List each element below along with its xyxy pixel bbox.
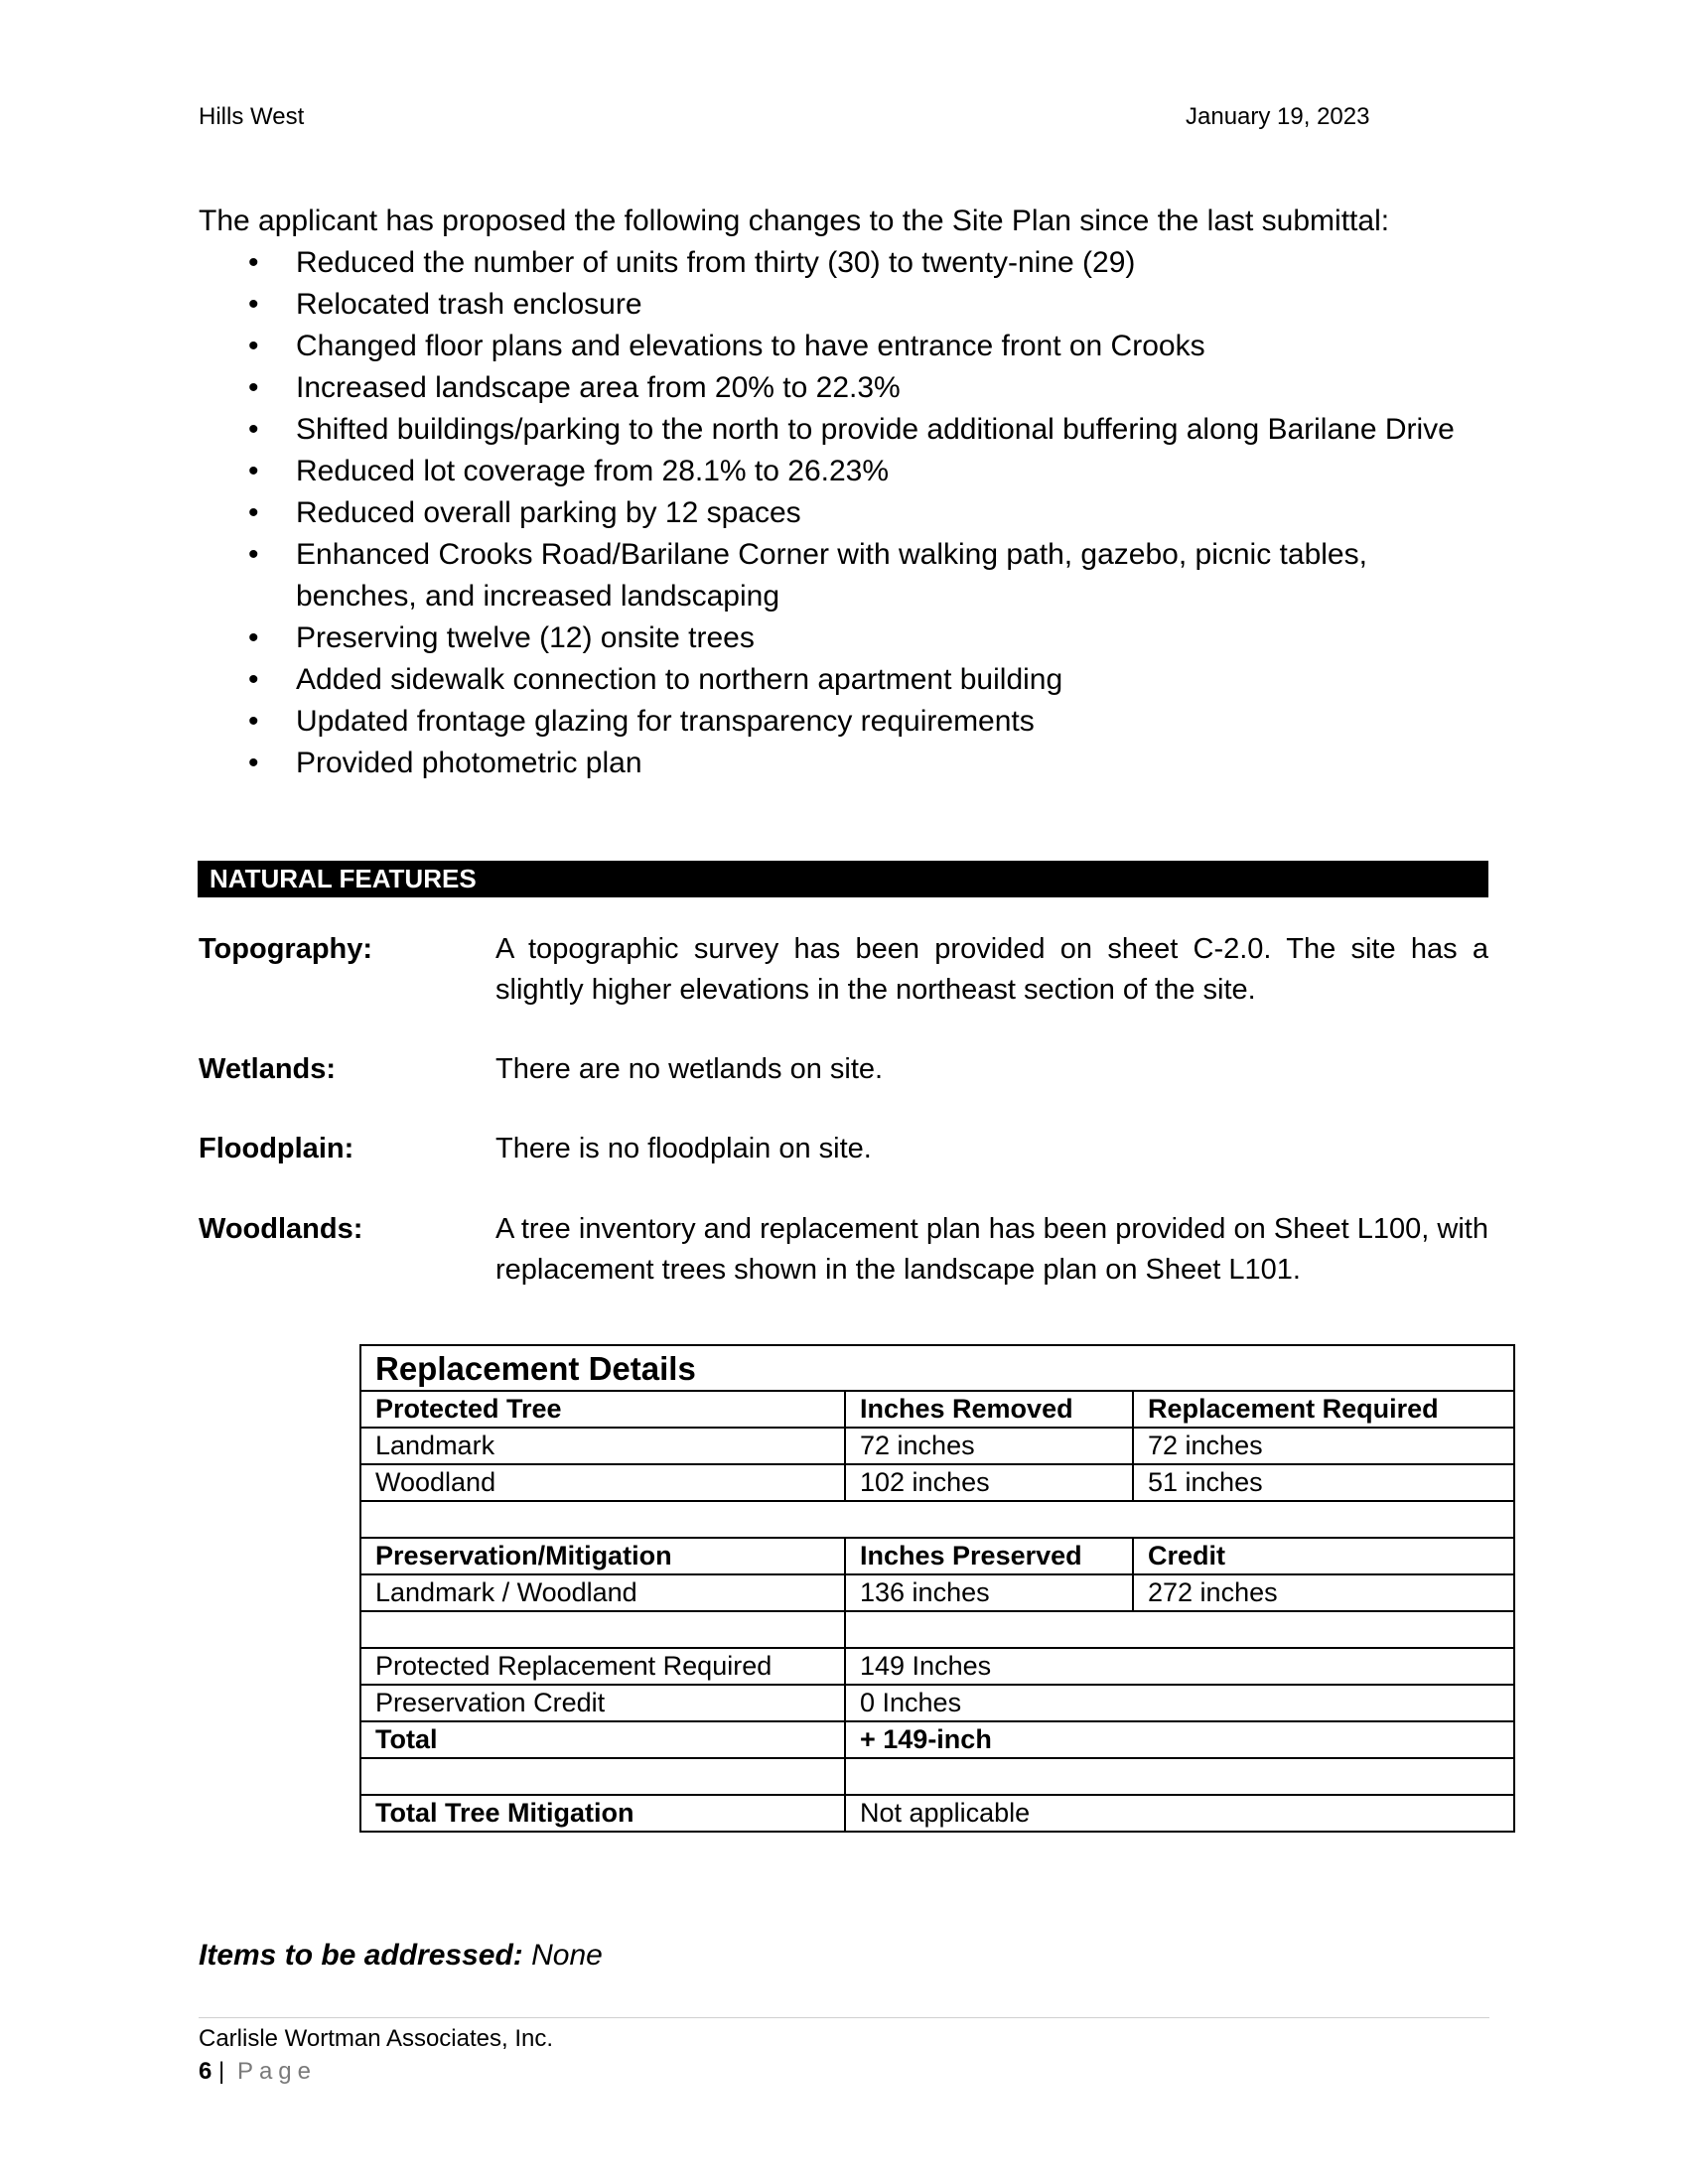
section-heading-natural-features: NATURAL FEATURES <box>198 861 1488 897</box>
bullet-icon: • <box>248 246 259 279</box>
table-cell: Landmark <box>360 1428 845 1464</box>
bullet-icon: • <box>248 747 259 779</box>
table-spacer-cell <box>360 1758 845 1795</box>
header-date: January 19, 2023 <box>1186 103 1370 130</box>
col-header-preservation-mitigation: Preservation/Mitigation <box>360 1538 845 1574</box>
change-item <box>199 242 1489 284</box>
header-project-name: Hills West <box>199 103 305 130</box>
table-header-row <box>360 1391 1514 1428</box>
col-header-inches-preserved: Inches Preserved <box>845 1538 1133 1574</box>
replacement-details-table <box>359 1344 1515 1833</box>
changes-list <box>199 242 1489 784</box>
bullet-icon: • <box>248 705 259 738</box>
page-number: 6 <box>199 2058 212 2085</box>
table-spacer-row <box>360 1758 1514 1795</box>
change-item <box>199 409 1489 451</box>
change-item <box>199 617 1489 659</box>
change-item-text: Added sidewalk connection to northern apartment building <box>296 663 1063 696</box>
table-title: Replacement Details <box>360 1345 1514 1391</box>
topography-label: Topography: <box>199 933 373 965</box>
table-spacer-cell <box>360 1501 1514 1538</box>
change-item <box>199 534 1489 617</box>
change-item-text: Changed floor plans and elevations to have entrance front on Crooks <box>296 330 1205 362</box>
total-value: + 149-inch <box>845 1721 1514 1758</box>
table-cell: 272 inches <box>1133 1574 1514 1611</box>
page-separator: | <box>211 2058 231 2085</box>
table-cell: 136 inches <box>845 1574 1133 1611</box>
bullet-icon: • <box>248 621 259 654</box>
col-header-credit: Credit <box>1133 1538 1514 1574</box>
bullet-icon: • <box>248 496 259 529</box>
change-item <box>199 284 1489 326</box>
table-cell: 72 inches <box>845 1428 1133 1464</box>
table-cell: 149 Inches <box>845 1648 1514 1685</box>
change-item <box>199 451 1489 492</box>
total-label: Total <box>360 1721 845 1758</box>
table-row <box>360 1574 1514 1611</box>
change-item-text: Preserving twelve (12) onsite trees <box>296 621 755 654</box>
change-item-text: Enhanced Crooks Road/Barilane Corner with walking path, gazebo, picnic tables, benches, and increased landscaping <box>296 538 1367 613</box>
change-item-text: Reduced the number of units from thirty (30) to twenty-nine (29) <box>296 246 1136 279</box>
wetlands-text: There are no wetlands on site. <box>495 1053 884 1085</box>
wetlands-label: Wetlands: <box>199 1053 337 1085</box>
table-spacer-cell <box>360 1611 845 1648</box>
woodlands-text: A tree inventory and replacement plan has been provided on Sheet L100, with replacement trees shown in the landscape plan on Sheet L101. <box>495 1213 1488 1286</box>
mitigation-label: Total Tree Mitigation <box>360 1795 845 1832</box>
topography-text: A topographic survey has been provided on sheet C-2.0. The site has a slightly higher elevations in the northeast section of the site. <box>495 933 1488 1006</box>
bullet-icon: • <box>248 455 259 487</box>
bullet-icon: • <box>248 288 259 321</box>
table-total-row <box>360 1721 1514 1758</box>
table-row <box>360 1685 1514 1721</box>
table-title-row <box>360 1345 1514 1391</box>
items-value: None <box>531 1939 603 1972</box>
intro-paragraph: The applicant has proposed the following changes to the Site Plan since the last submittal: <box>199 205 1390 237</box>
table-cell: Woodland <box>360 1464 845 1501</box>
bullet-icon: • <box>248 330 259 362</box>
table-cell: Protected Replacement Required <box>360 1648 845 1685</box>
items-label: Items to be addressed: <box>199 1939 523 1972</box>
table-header-row <box>360 1538 1514 1574</box>
woodlands-label: Woodlands: <box>199 1213 363 1245</box>
table-row <box>360 1648 1514 1685</box>
table-row <box>360 1464 1514 1501</box>
col-header-inches-removed: Inches Removed <box>845 1391 1133 1428</box>
change-item-text: Shifted buildings/parking to the north to provide additional buffering along Barilane Drive <box>296 413 1455 446</box>
change-item <box>199 326 1489 367</box>
footer-divider <box>199 2017 1489 2018</box>
change-item <box>199 492 1489 534</box>
table-cell: 72 inches <box>1133 1428 1514 1464</box>
items-to-be-addressed <box>199 1939 603 1973</box>
change-item <box>199 367 1489 409</box>
change-item <box>199 659 1489 701</box>
bullet-icon: • <box>248 663 259 696</box>
table-cell: 51 inches <box>1133 1464 1514 1501</box>
change-item <box>199 701 1489 743</box>
col-header-replacement-required: Replacement Required <box>1133 1391 1514 1428</box>
table-spacer-cell <box>845 1758 1514 1795</box>
mitigation-value: Not applicable <box>845 1795 1514 1832</box>
change-item-text: Provided photometric plan <box>296 747 642 779</box>
change-item-text: Increased landscape area from 20% to 22.3% <box>296 371 901 404</box>
change-item-text: Relocated trash enclosure <box>296 288 642 321</box>
table-cell: 0 Inches <box>845 1685 1514 1721</box>
table-cell: 102 inches <box>845 1464 1133 1501</box>
bullet-icon: • <box>248 371 259 404</box>
change-item-text: Reduced lot coverage from 28.1% to 26.23% <box>296 455 890 487</box>
floodplain-label: Floodplain: <box>199 1133 354 1164</box>
change-item-text: Reduced overall parking by 12 spaces <box>296 496 801 529</box>
table-row <box>360 1428 1514 1464</box>
bullet-icon: • <box>248 413 259 446</box>
table-cell: Landmark / Woodland <box>360 1574 845 1611</box>
floodplain-text: There is no floodplain on site. <box>495 1133 872 1164</box>
footer-page-number <box>199 2058 317 2086</box>
table-spacer-row <box>360 1501 1514 1538</box>
table-spacer-cell <box>845 1611 1514 1648</box>
table-cell: Preservation Credit <box>360 1685 845 1721</box>
footer-company: Carlisle Wortman Associates, Inc. <box>199 2025 554 2052</box>
bullet-icon: • <box>248 538 259 571</box>
change-item-text: Updated frontage glazing for transparency requirements <box>296 705 1035 738</box>
change-item <box>199 743 1489 784</box>
table-row <box>360 1795 1514 1832</box>
page-label: Page <box>236 2058 317 2085</box>
table-spacer-row <box>360 1611 1514 1648</box>
col-header-protected-tree: Protected Tree <box>360 1391 845 1428</box>
